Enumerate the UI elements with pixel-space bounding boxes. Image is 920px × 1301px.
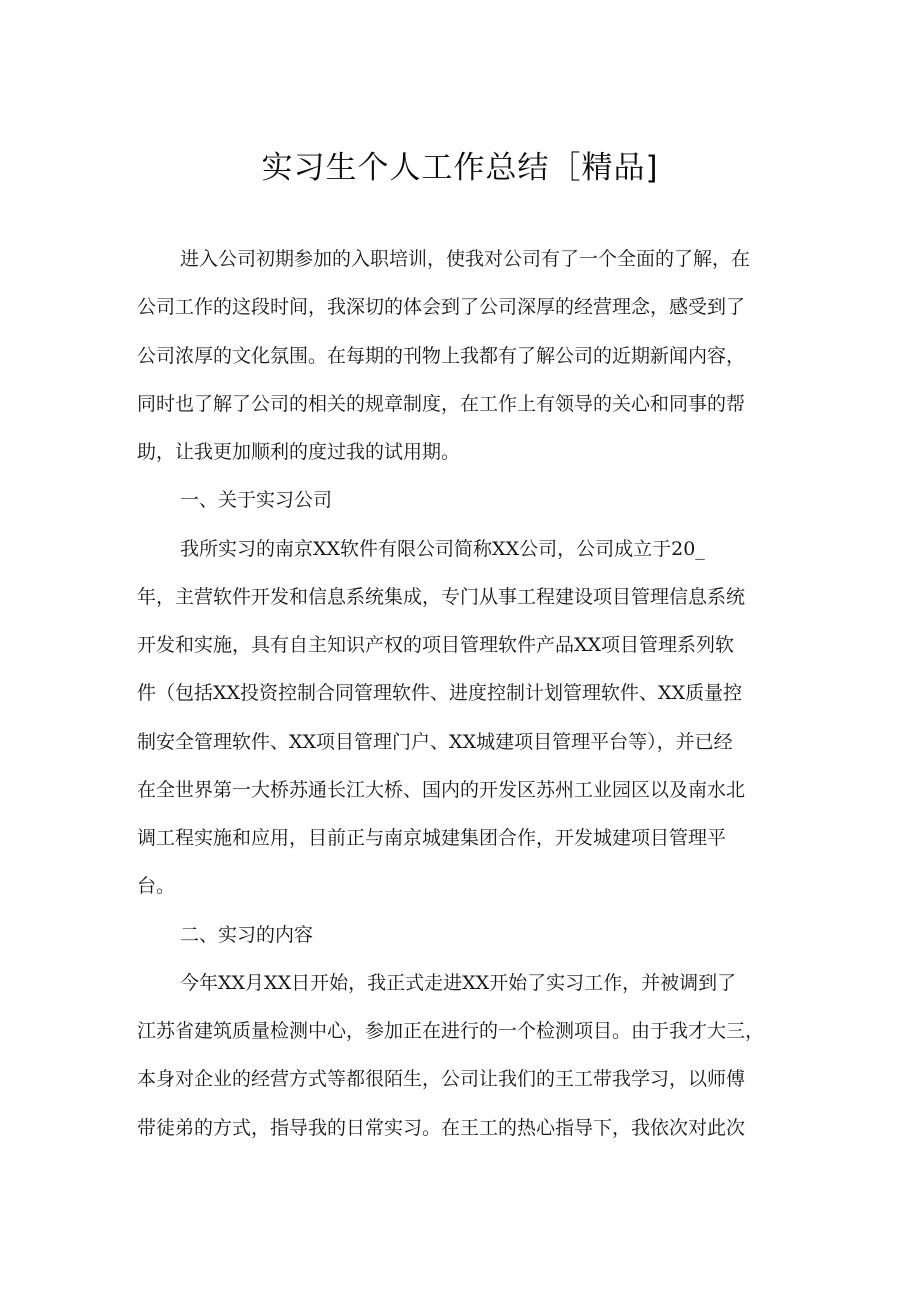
section-heading-2: 二、实习的内容	[180, 924, 314, 946]
section-heading-1: 一、关于实习公司	[180, 489, 333, 511]
paragraph-2-line-4: 件（包括XX投资控制合同管理软件、进度控制计划管理软件、XX质量控	[137, 682, 743, 704]
paragraph-2-line-3: 开发和实施，具有自主知识产权的项目管理软件产品XX项目管理系列软	[137, 634, 735, 656]
paragraph-1-line-4: 同时也了解了公司的相关的规章制度，在工作上有领导的关心和同事的帮	[137, 393, 746, 415]
paragraph-2-line-5: 制安全管理软件、XX项目管理门户、XX城建项目管理平台等），并已经	[137, 731, 733, 753]
paragraph-3-line-2: 江苏省建筑质量检测中心，参加正在进行的一个检测项目。由于我才大三，	[137, 1020, 765, 1042]
paragraph-1-line-1: 进入公司初期参加的入职培训，使我对公司有了一个全面的了解，在	[180, 248, 751, 270]
paragraph-2-line-6: 在全世界第一大桥苏通长江大桥、国内的开发区苏州工业园区以及南水北	[137, 779, 746, 801]
document-title: 实习生个人工作总结［精品]	[261, 150, 659, 186]
paragraph-2-line-2: 年，主营软件开发和信息系统集成，专门从事工程建设项目管理信息系统	[137, 586, 746, 608]
paragraph-2-line-1: 我所实习的南京XX软件有限公司简称XX公司，公司成立于20_	[180, 538, 705, 560]
paragraph-2-line-8: 台。	[137, 875, 176, 897]
paragraph-2-line-7: 调工程实施和应用，目前正与南京城建集团合作，开发城建项目管理平	[137, 827, 727, 849]
paragraph-1-line-5: 助，让我更加顺利的度过我的试用期。	[137, 441, 461, 463]
paragraph-1-line-3: 公司浓厚的文化氛围。在每期的刊物上我都有了解公司的近期新闻内容，	[137, 345, 746, 367]
paragraph-1-line-2: 公司工作的这段时间，我深切的体会到了公司深厚的经营理念，感受到了	[137, 296, 746, 318]
paragraph-3-line-4: 带徒弟的方式，指导我的日常实习。在王工的热心指导下，我依次对此次	[137, 1117, 746, 1139]
paragraph-3-line-3: 本身对企业的经营方式等都很陌生，公司让我们的王工带我学习，以师傅	[137, 1068, 746, 1090]
paragraph-3-line-1: 今年XX月XX日开始，我正式走进XX开始了实习工作，并被调到了	[180, 972, 737, 994]
